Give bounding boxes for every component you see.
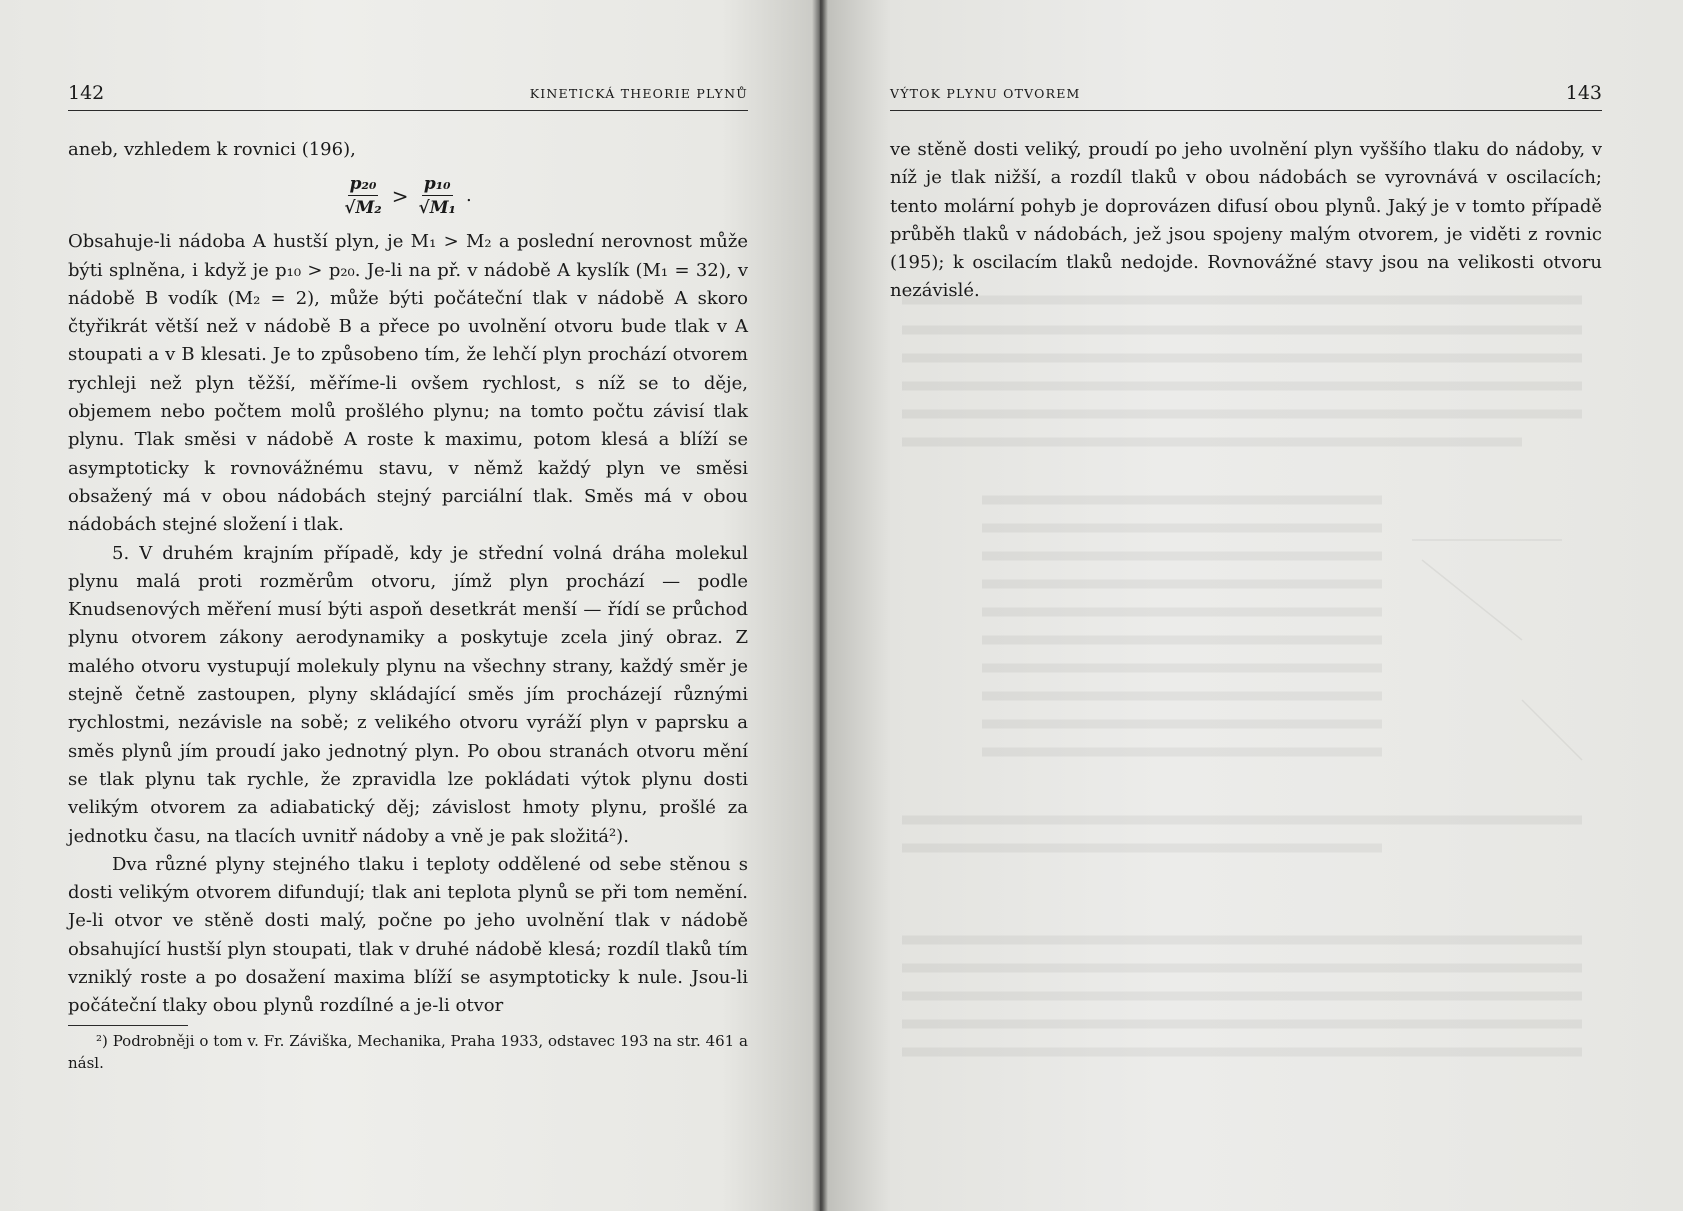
numerator: p₁₀ xyxy=(423,173,451,194)
footnote-rule xyxy=(68,1025,188,1026)
paragraph: Dva různé plyny stejného tlaku i teploty oddělené od sebe stěnou s dosti velikým otvorem difundují; tlak ani teplota plynů se při tom nemění. Je-li otvor ve stěně dosti malý, počne po jeho uvolnění tlak v nádobě obsahující hustší plyn stoupati, tlak v druhé nádobě klesá; rozdíl tlaků tím vzniklý roste a po dosažení maxima blíží se asymptoticky k nule. Jsou-li počáteční tlaky obou plynů rozdílné a je-li otvor xyxy=(68,853,748,1017)
paragraph: ve stěně dosti veliký, proudí po jeho uvolnění plyn vyššího tlaku do nádoby, v níž je tlak nižší, a rozdíl tlaků v obou nádobách se vyrovnává v oscilacích; tento molární pohyb je doprovázen difusí obou plynů. Jaký je v tomto případě průběh tlaků v nádobách, jež jsou spojeny malým otvorem, je viděti z rovnic (195); k oscilacím tlaků nedojde. Rovnovážné stavy jsou na velikosti otvoru nezávislé. xyxy=(890,139,1602,302)
denominator: √M₁ xyxy=(418,197,456,218)
left-page xyxy=(0,0,820,1211)
running-head xyxy=(68,82,748,111)
running-head xyxy=(890,82,1602,111)
page-number: 142 xyxy=(68,82,105,104)
denominator: √M₂ xyxy=(344,197,382,218)
page-number: 143 xyxy=(1565,82,1602,104)
lead-in-text: aneb, vzhledem k rovnici (196), xyxy=(68,139,356,160)
page-body xyxy=(68,136,748,1021)
fraction-left xyxy=(344,173,381,220)
numerator: p₂₀ xyxy=(349,173,377,194)
footnote-text: ²) Podrobněji o tom v. Fr. Záviška, Mechanika, Praha 1933, odstavec 193 na str. 461 a násl. xyxy=(68,1032,748,1072)
paragraph: Obsahuje-li nádoba A hustší plyn, je M₁ > M₂ a poslední nerovnost může býti splněna, i když je p₁₀ > p₂₀. Je-li na př. v nádobě A kyslík (M₁ = 32), v nádobě B vodík (M₂ = 2), může býti počáteční tlak v nádobě A skoro čtyřikrát větší než v nádobě B a přece po uvolnění otvoru bude tlak v A stoupati a v B klesati. Je to způsobeno tím, že lehčí plyn prochází otvorem rychleji než plyn těžší, měříme-li ovšem rychlost, s níž se to děje, objemem nebo počtem molů prošlého plynu; na tomto počtu závisí tlak plynu. Tlak směsi v nádobě A roste k maximu, potom klesá a blíží se asymptoticky k rovnovážnému stavu, v němž každý plyn ve směsi obsažený má v obou nádobách stejný parciální tlak. Směs má v obou nádobách stejné složení i tlak. xyxy=(68,231,748,536)
running-title: VÝTOK PLYNU OTVOREM xyxy=(890,86,1081,101)
running-title: KINETICKÁ THEORIE PLYNŮ xyxy=(529,86,748,101)
right-page xyxy=(822,0,1683,1211)
book-gutter xyxy=(812,0,828,1211)
inequality-formula xyxy=(68,164,748,228)
paragraph-section-5: 5. V druhém krajním případě, kdy je střední volná dráha molekul plynu malá proti rozměrům otvoru, jímž plyn prochází — podle Knudsenových měření musí býti aspoň desetkrát menší — řídí se průchod plynu otvorem zákony aerodynamiky a poskytuje zcela jiný obraz. Z malého otvoru vystupují molekuly plynu na všechny strany, každý směr je stejně četně zastoupen, plyny skládající směs jím procházejí různými rychlostmi, nezávisle na sobě; z velikého otvoru vyráží plyn v paprsku a směs plynů jím proudí jako jednotný plyn. Po obou stranách otvoru mění se tlak plynu tak rychle, že zpravidla lze pokládati výtok plynu dosti velikým otvorem za adiabatický děj; závislost hmoty plynu, prošlé za jednotku času, na tlacích uvnitř nádoby a vně je pak složitá²). xyxy=(68,542,748,847)
footnote xyxy=(68,1030,748,1074)
page-body xyxy=(890,136,1602,306)
operator: > xyxy=(391,184,409,209)
fraction-right xyxy=(419,173,456,220)
formula-period: . xyxy=(465,185,472,207)
